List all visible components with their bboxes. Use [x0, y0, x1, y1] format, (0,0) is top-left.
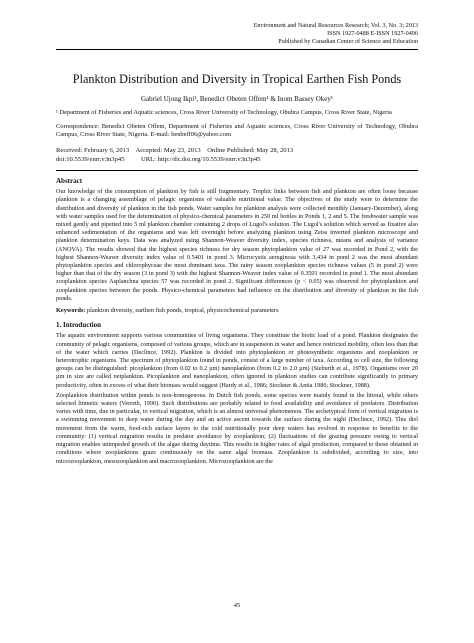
affiliation: ¹ Department of Fisheries and Aquatic sciences, Cross River University of Technology, Obubra Campus, Cross River State, Nigeria	[56, 109, 392, 116]
journal-line: Environment and Natural Resources Research; Vol. 3, No. 3; 2013	[253, 22, 418, 29]
journal-header	[56, 22, 418, 46]
page-number: 45	[233, 602, 241, 609]
correspondence: Correspondence: Benedict Obeten Offem, Department of Fisheries and Aquatic sciences, Cross River University of Technology, Obubra Campus, Cross River State, Nigeria. E-mail: benbeff06@yahoo.com	[56, 122, 418, 139]
intro-paragraph-1: The aquatic environment supports various communities of living organisms. They constitute the biotic load of a pond. Plankton designates the community of pelagic organisms, composed of various groups, which are in suspension in water and hence restricted mobility, often less than that of the water which carries (Declince, 1992). Plankton is divided into phytoplankton or photosynthetic organisms and zooplankton or heterotrophic organisms. The spectrum of phytoplankton found in ponds, consist of a large number of taxa. According to cell size, the following groups can be distinguished: picoplankton (from 0.02 to 0.2 µm) nanoplankton (from 0.2 to 2.0 µm) (Sieburth et al., 1978). Organisms over 20 µm in size are called netplankton. Picoplankton and nanoplankton, often ignored in plankton studies can contribute significantly to primary productivity, often in excess of what their biomass would suggest (Hardy et al., 1986; Stockner & Antia 1986; Stockner, 1988).	[56, 332, 418, 389]
abstract-heading: Abstract	[56, 177, 83, 186]
received-date: Received: February 6, 2013	[56, 147, 130, 155]
introduction-heading: 1. Introduction	[56, 321, 101, 330]
abstract-text: Our knowledge of the consumption of plankton by fish is still fragmentary. Trophic links between fish and plankton are often loose because plankton is a changing assemblage of pelagic organisms of valuable nutritional value. The objectives of the study were to determine the distribution and diversity of plankton in the fish ponds. Water samples for plankton analysis were collected monthly (January-December), along with water samples used for the determination of physico-chemical parameters in 250 ml bottles in Ponds 1, 2 and 5. The freshwater sample was mixed gently and pipetted into 5 ml plankton chamber containing 2 drops of Lugol's solution. The Lugol's solution which served as fixative also enhanced sedimentation of the organisms and was left overnight before analyzing plankton using Zeiss inverted plankton microscope and plankton determination keys. Data was analyzed using Shannon-Weaver diversity index, species richness, means and analysis of variance (ANOVA). The results showed that the highest species richness for dry season phytoplankton value of 27 was recorded in Pond 2, with the highest Shannon-Weaver diversity index value of 0.5401 in pond 3. Microcystis aeruginosa with 3,434 in pond 2 was the most abundant phytoplankton species and chlorophyceae the most dominant taxa. The rainy season zooplankton species richness values (5 in pond 2) were higher than that of the dry season (3 in pond 3) with the highest Shannon-Weaver index value of 0.3501 recorded in pond 1. The most abundant zooplankton species Asplanchna species 57 was recorded in pond 2. Significant differences (p < 0.05) was observed for phytoplankton and zooplankton species between the ponds. Physico-chemical parameters had influence on the distribution and diversity of plankton in the fish ponds.	[56, 188, 418, 302]
article-page	[56, 22, 418, 466]
keywords-text: plankton diversity, earthen fish ponds, tropical, physicochemical parameters	[86, 306, 279, 314]
accepted-date: Accepted: May 23, 2013	[135, 147, 201, 155]
author-list: Gabriel Ujong Ikpi¹, Benedict Obeten Offem¹ & Inom Bassey Okey¹	[140, 95, 333, 103]
header-rule	[56, 49, 418, 50]
intro-paragraph-2: Zooplankton distribution within ponds is non-homogenous. In Dutch fish ponds, some species were mainly found in the littoral, while others selected limnetic waters (Verreth, 1990). Such distributions are probably related to food availability and avoidance of predators. Distribution varies with time, due in particular, to vertical migration, which is an almost universal phenomenon. The archetypical form of vertical migration is a swimming movement to deep water during the day and an active ascent towards the surface during the night (Declince, 1992). This diel movement from the warm, food-rich surface layers to the cold nutritionally poor deep waters has evolved in response to benefits to the community: (1) vertical migration results in predator avoidance by zooplankton; (2) fluctuations of the grazing pressure owing to vertical migration enables unimpeded growth of the algae during daytime. This results in higher rates of algal production, compared to those obtained in conditions where zooplanktons graze continuously on the same algal biomass. Zooplankton is subdivided, according to size, into microzooplankton, mesozooplankton and macrozooplankton. Microzooplankton are the	[56, 391, 418, 465]
doi: doi:10.5539/enrr.v3n3p45	[56, 156, 125, 164]
doi-url[interactable]: URL: http://dx.doi.org/10.5539/enrr.v3n3p45	[140, 156, 261, 164]
section-rule	[56, 170, 418, 171]
publication-dates	[56, 146, 418, 164]
online-date: Online Published: May 28, 2013	[207, 147, 294, 155]
issn-line: ISSN 1927-0488 E-ISSN 1927-0496	[327, 30, 418, 37]
keywords	[56, 307, 418, 316]
keywords-label: Keywords:	[56, 306, 86, 314]
article-title: Plankton Distribution and Diversity in Tropical Earthen Fish Ponds	[72, 72, 402, 86]
publisher-line: Published by Canadian Center of Science and Education	[278, 38, 418, 45]
